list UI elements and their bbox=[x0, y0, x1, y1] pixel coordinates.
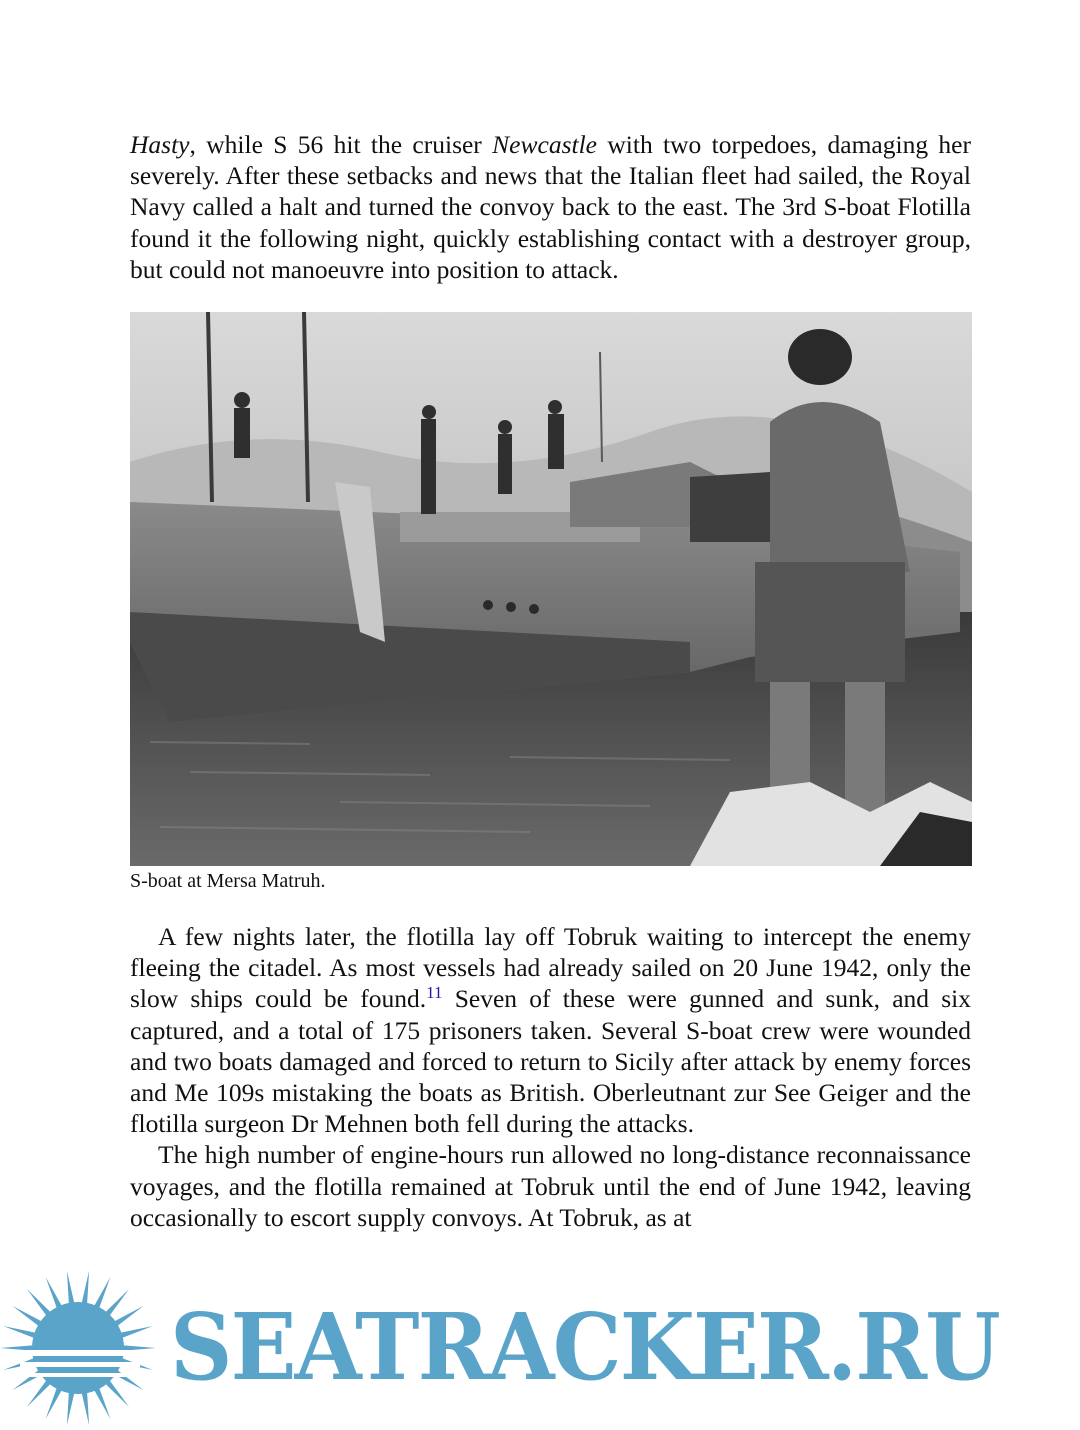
watermark-text: SEATRACKER.RU bbox=[170, 1293, 999, 1401]
sun-logo-icon bbox=[0, 1262, 170, 1425]
watermark bbox=[0, 1262, 1080, 1425]
paragraph-tobruk bbox=[130, 921, 971, 1139]
ship-name-newcastle: Newcastle bbox=[492, 130, 597, 159]
top-paragraph bbox=[130, 129, 971, 285]
paragraph-engine-hours: The high number of engine-hours run allowed no long-distance reconnaissance voyages, and the flotilla remained at Tobruk until the end of June 1942, leaving occasionally to escort supply convoys. At Tobruk, as at bbox=[130, 1140, 971, 1232]
sboat-photo bbox=[130, 312, 972, 866]
paragraph-text: A few nights later, the flotilla lay off Tobruk waiting to intercept the enemy fleeing the citadel. As most vessels had already sailed on 20 June 1942, only the slow ships could be found. bbox=[130, 922, 971, 1014]
bottom-paragraphs bbox=[130, 921, 971, 1233]
paragraph-hasty bbox=[130, 129, 971, 285]
figure-caption: S-boat at Mersa Matruh. bbox=[130, 870, 326, 892]
paragraph-text: with two torpedoes, damaging her severely. After these setbacks and news that the Italian fleet had sailed, the Royal Navy called a halt and turned the convoy back to the east. The 3rd S-boat Flotilla found it the following night, quickly establishing contact with a destroyer group, but could not manoeuvre into position to attack. bbox=[130, 130, 971, 284]
paragraph-text: , while S 56 hit the cruiser bbox=[189, 130, 493, 159]
footnote-link[interactable]: 11 bbox=[426, 983, 443, 1003]
paragraph-text: Seven of these were gunned and sunk, and six captured, and a total of 175 prisoners taken. Several S-boat crew were wounded and two boats damaged and forced to return to Sicily after attack by enemy forces and Me 109s mistaking the boats as British. Oberleutnant zur See Geiger and the flotilla surgeon Dr Mehnen both fell during the attacks. bbox=[130, 984, 971, 1139]
ship-name-hasty: Hasty bbox=[130, 130, 190, 159]
